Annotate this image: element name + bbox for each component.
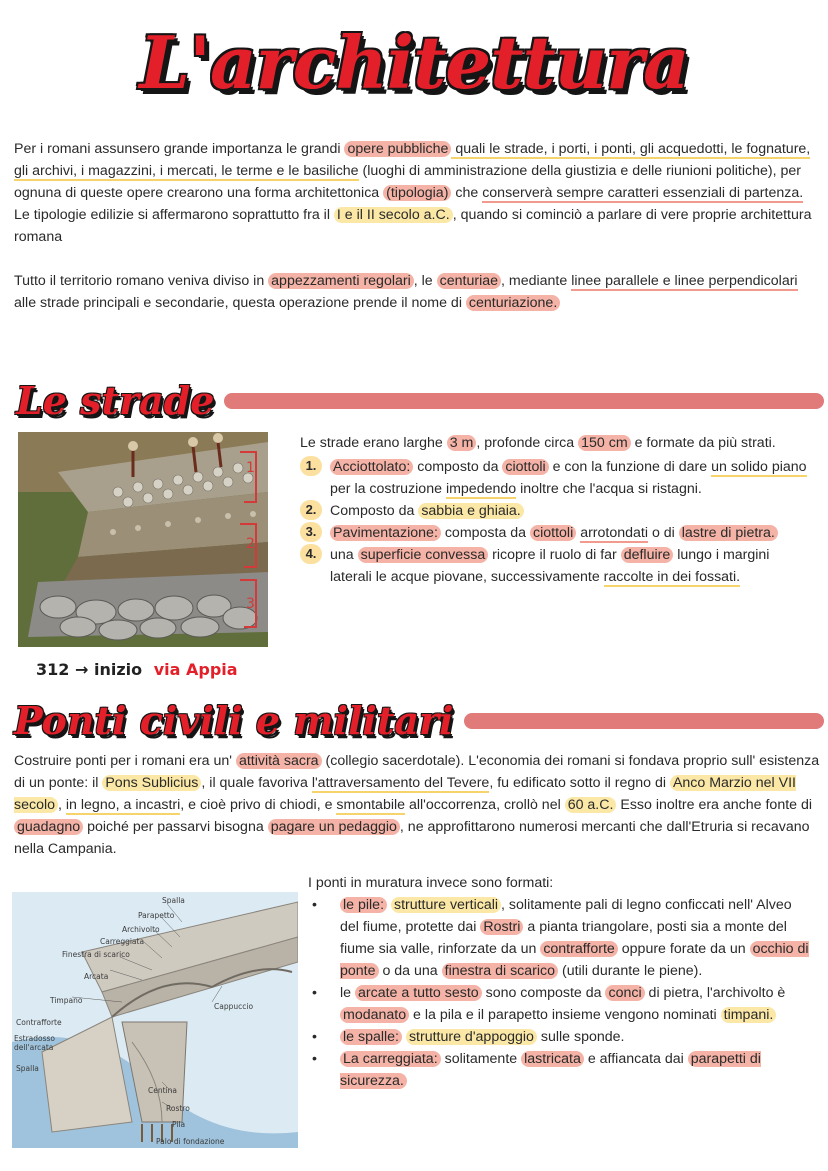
text-run: Esso inoltre era anche fonte di [616,797,813,813]
strade-text [300,432,810,588]
text-run: di pietra, l'archivolto è [644,985,786,1001]
highlighted-text: lastre di pietra. [679,525,778,541]
highlighted-text: le pile: [340,897,387,913]
strade-steps-list [300,456,810,588]
layer-label-3: 3 [246,596,255,612]
text-run: alle strade principali e secondarie, questa operazione prende il nome di [14,295,466,311]
text-run: , profonde circa [476,435,579,451]
highlighted-text: centuriae [437,273,501,289]
text-run: (utili durante le piene). [558,963,703,979]
label-contrafforte: Contrafforte [16,1018,62,1027]
road-layers-illustration [18,432,268,647]
highlighted-text: (tipologia) [383,185,451,201]
intro-paragraph-2 [14,270,814,314]
highlighted-text: strutture verticali [391,897,501,913]
text-run: le [340,985,355,1001]
highlighted-text: arcate a tutto sesto [355,985,482,1001]
text-run: Per i romani assunsero grande importanza le grandi [14,141,345,157]
step-number: 2. [300,500,322,520]
text-run: (collegio sacerdotale). L'economia dei romani si fondava proprio sull' esistenza di un ponte: il [14,753,820,791]
highlighted-text: 150 cm [578,435,631,451]
label-arcata: Arcata [84,972,109,981]
text-run: solitamente [440,1051,522,1067]
text-run: o di [648,525,679,541]
strade-heading: Le strade [16,378,215,423]
via-appia-note [36,660,238,679]
list-item [300,544,810,588]
highlighted-text: attività sacra [236,753,322,769]
highlighted-text: quali le strade, i porti, i ponti, gli acquedotti, le fognature, gli archivi, i magazzini, i mercati, le terme e le basiliche [14,141,811,179]
highlighted-text: in legno, a incastri [65,797,181,813]
text-run: all'occorrenza, crollò nel [405,797,565,813]
label-palo: Palo di fondazione [156,1137,225,1146]
note-road: via Appia [153,660,238,679]
text-run: sulle sponde. [536,1029,625,1045]
highlighted-text: impedendo [445,481,517,497]
text-run: composta da [440,525,531,541]
label-spalla-bottom: Spalla [16,1064,39,1073]
label-finestra: Finestra di scarico [62,950,130,959]
text-run: composto da [413,459,503,475]
list-item [308,1026,814,1048]
highlighted-text: le spalle: [340,1029,402,1045]
highlighted-text: ciottoli [530,525,576,541]
highlighted-text: La carreggiata: [340,1051,441,1067]
ponti-heading: Ponti civili e militari [14,698,454,743]
highlighted-text: opere pubbliche [344,141,451,157]
highlighted-text: linee parallele e linee perpendicolari [571,273,798,289]
text-run: , mediante [501,273,572,289]
highlighted-text: I e il II secolo a.C. [334,207,453,223]
text-run: e affiancata dai [583,1051,688,1067]
list-item [308,894,814,982]
strade-heading-row [16,378,824,423]
text-run: , solitamente pali di legno conficcati nell' Alveo del fiume, protette dai [340,897,792,935]
highlighted-text: Pons Sublicius [102,775,201,791]
text-run: inoltre che l'acqua si ristagni. [516,481,702,497]
text-run: ricopre il ruolo di far [488,547,621,563]
intro-paragraph-1 [14,138,814,248]
page-title: L'architettura [139,20,689,105]
heading-bar [464,713,825,729]
text-run: , [58,797,66,813]
highlighted-text: Anco Marzio nel VII secolo [14,775,796,813]
highlighted-text: arrotondati [580,525,649,541]
highlighted-text: pagare un pedaggio [268,819,400,835]
highlighted-text: modanato [340,1007,409,1023]
highlighted-text: ciottoli [502,459,548,475]
step-number: 1. [300,456,322,476]
note-year: 312 [36,660,70,679]
text-run: per la costruzione [330,481,446,497]
step-text [330,522,778,544]
step-text [330,456,810,500]
note-text: inizio [93,660,143,679]
list-item [300,456,810,500]
highlighted-text: Pavimentazione: [330,525,441,541]
list-item [300,522,810,544]
label-pila: Pila [172,1120,186,1129]
label-timpano: Timpano [50,996,83,1005]
highlighted-text: timpani. [721,1007,777,1023]
text-run: o da una [378,963,442,979]
highlighted-text: Acciottolato: [330,459,413,475]
text-run: che [451,185,483,201]
highlighted-text: parapetti di sicurezza. [340,1051,761,1089]
highlighted-text: sabbia e ghiaia. [418,503,523,519]
highlighted-text: superficie convessa [358,547,489,563]
text-run: , e cioè privo di chiodi, e [180,797,337,813]
label-parapetto: Parapetto [138,911,175,920]
text-run: e la pila e il parapetto insieme vengono nominati [409,1007,721,1023]
text-run: sono composte da [481,985,606,1001]
label-spalla: Spalla [162,896,185,905]
list-item [308,982,814,1026]
text-run: Composto da [330,503,419,519]
highlighted-text: contrafforte [540,941,618,957]
layer-label-1: 1 [246,460,255,476]
text-run: , il quale favoriva [201,775,312,791]
highlighted-text: l'attraversamento del Tevere [311,775,490,791]
highlighted-text: guadagno [14,819,83,835]
ponti-heading-row [14,698,824,743]
arrow-icon: → [74,660,89,679]
highlighted-text: centuriazione. [466,295,560,311]
text-run: e formate da più strati. [630,435,776,451]
highlighted-text: lastricata [521,1051,584,1067]
text-run: , fu edificato sotto il regno di [489,775,670,791]
label-cappuccio: Cappuccio [214,1002,254,1011]
highlighted-text: raccolte in dei fossati. [603,569,741,585]
highlighted-text: un solido piano [711,459,807,475]
ponti-bullets-list [308,894,814,1092]
highlighted-text: Rostri [480,919,523,935]
label-estradosso: Estradosso dell'arcata [14,1034,56,1052]
text-run: Le strade erano larghe [300,435,447,451]
list-item [300,500,810,522]
highlighted-text: defluire [621,547,674,563]
label-archivolto: Archivolto [122,925,160,934]
highlighted-text: conserverà sempre caratteri essenziali di partenza. [482,185,804,201]
highlighted-text: occhio di ponte [340,941,809,979]
step-number: 3. [300,522,322,542]
highlighted-text: strutture d'appoggio [406,1029,537,1045]
highlighted-text: smontabile [336,797,406,813]
step-text [330,500,524,522]
intro-section [14,138,814,314]
highlighted-text: 60 a.C. [565,797,617,813]
text-run: , ne approfittarono numerosi mercanti che dall'Etruria si recavano nella Campania. [14,819,810,857]
text-run: lungo i margini laterali le acque piovane, successivamente [330,547,770,585]
text-run: poiché per passarvi bisogna [83,819,268,835]
bridge-diagram [12,892,298,1148]
road-layers-photo [18,432,268,647]
layer-label-2: 2 [246,536,255,552]
highlighted-text: 3 m [447,435,477,451]
step-number: 4. [300,544,322,564]
text-run: oppure forate da un [617,941,750,957]
list-item [308,1048,814,1092]
text-run: Costruire ponti per i romani era un' [14,753,236,769]
label-centina: Centina [148,1086,177,1095]
highlighted-text: appezzamenti regolari [268,273,414,289]
text-run: a pianta triangolare, posti sia a monte del fiume sia valle, rinforzate da un [340,919,787,957]
text-run: Tutto il territorio romano veniva diviso in [14,273,269,289]
text-run: una [330,547,358,563]
text-run: e con la funzione di dare [548,459,712,475]
ponti-lead: I ponti in muratura invece sono formati: [308,875,554,891]
heading-bar [224,393,824,409]
label-carreggiata: Carreggiata [100,937,145,946]
ponti-intro [14,750,820,860]
ponti-paragraph [14,750,820,860]
text-run: , le [413,273,437,289]
label-rostro: Rostro [166,1104,190,1113]
text-run: Le tipologie edilizie si affermarono soprattutto fra il [14,207,334,223]
highlighted-text: conci [605,985,644,1001]
text-run: , quando si cominciò a parlare di vere proprie architettura romana [14,207,812,245]
ponti-muratura [308,872,814,1092]
step-text [330,544,810,588]
strade-lead [300,432,810,454]
text-run: (luoghi di amministrazione della giustizia e delle riunioni politiche), per ognuna di queste opere crearono una forma architettonica [14,163,801,201]
highlighted-text: finestra di scarico [442,963,558,979]
